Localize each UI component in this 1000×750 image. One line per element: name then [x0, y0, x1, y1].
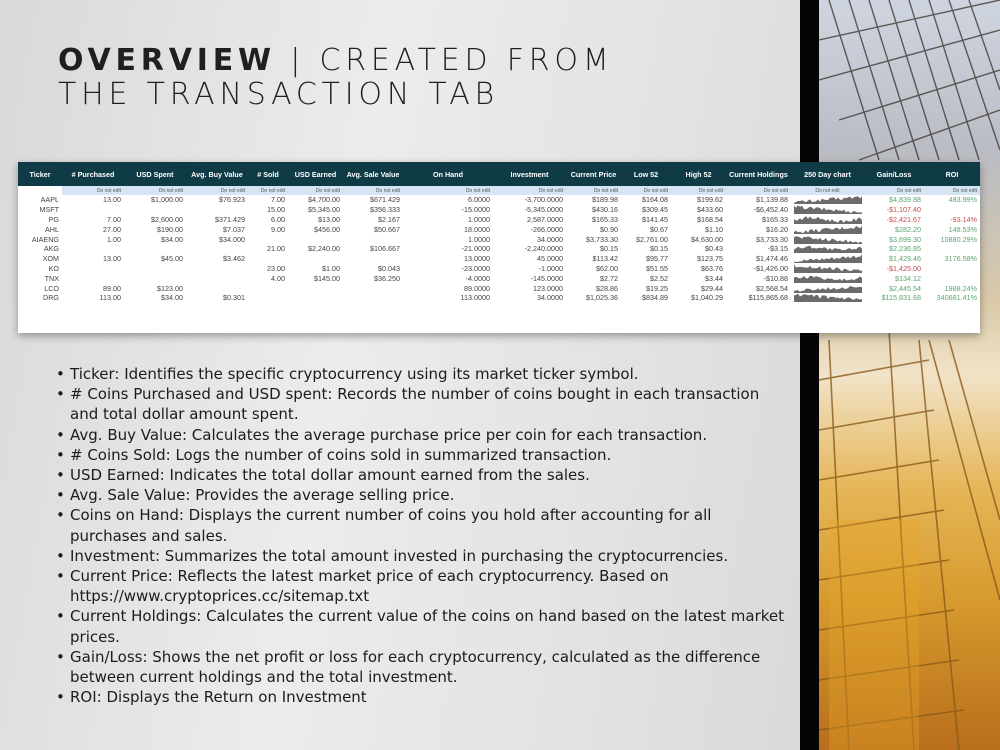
- cell-on-hand[interactable]: 18.0000: [464, 224, 490, 234]
- sparkline-chart-icon: [794, 264, 862, 273]
- cell-current-price[interactable]: $2.72: [600, 273, 618, 283]
- column-header[interactable]: Current Holdings: [726, 162, 791, 186]
- sparkline-cell[interactable]: [791, 273, 864, 283]
- cell-usd-spent[interactable]: $123.00: [157, 283, 183, 293]
- cell-usd-earned[interactable]: [288, 234, 343, 244]
- cell-sold[interactable]: 23.00: [267, 263, 285, 273]
- cell-low52[interactable]: $141.45: [642, 214, 668, 224]
- cell-on-hand[interactable]: -21.0000: [461, 244, 490, 254]
- column-header[interactable]: On Hand: [403, 162, 493, 186]
- photo-border-strip: [800, 0, 819, 750]
- cell-roi[interactable]: 10880.29%: [940, 234, 977, 244]
- sparkline-cell[interactable]: [791, 224, 864, 234]
- header-row: [18, 162, 980, 186]
- description-bullet: • Avg. Buy Value: Calculates the average purchase price per coin for each transaction.: [54, 425, 789, 445]
- cell-usd-earned[interactable]: [288, 283, 343, 293]
- cell-high52[interactable]: $199.62: [697, 195, 723, 205]
- cell-sold[interactable]: 7.00: [271, 195, 285, 205]
- cell-roi[interactable]: 340681.41%: [936, 293, 977, 303]
- do-not-edit-label: Do not edit: [566, 186, 621, 195]
- table-row: [18, 264, 980, 274]
- cell-low52[interactable]: $2,761.00: [636, 234, 668, 244]
- cell-avg-buy[interactable]: $371.429: [215, 214, 245, 224]
- cell-current-price[interactable]: $113.42: [592, 254, 618, 264]
- cell-purchased[interactable]: [62, 264, 124, 274]
- cell-purchased[interactable]: [62, 273, 124, 283]
- description-bullet: • Investment: Summarizes the total amount invested in purchasing the cryptocurrencies.: [54, 546, 789, 566]
- cell-ticker[interactable]: MSFT: [39, 205, 59, 215]
- cell-gain-loss[interactable]: $2,445.54: [889, 283, 921, 293]
- cell-ticker[interactable]: XOM: [42, 254, 59, 264]
- cell-roi[interactable]: 148.53%: [948, 224, 977, 234]
- sparkline-chart-icon: [794, 254, 862, 263]
- cell-ticker[interactable]: AIAENG: [31, 234, 59, 244]
- cell-sold[interactable]: 9.00: [271, 224, 285, 234]
- description-bullet: • Current Holdings: Calculates the current value of the coins on hand based on the latest market prices.: [54, 606, 789, 646]
- cell-usd-earned[interactable]: [288, 293, 343, 303]
- cell-on-hand[interactable]: 13.0000: [464, 254, 490, 264]
- do-not-edit-label: Do not edit: [493, 186, 566, 195]
- cell-roi[interactable]: 1988.24%: [944, 283, 977, 293]
- cell-holdings[interactable]: -$10.88: [763, 273, 788, 283]
- cell-usd-spent[interactable]: $45.00: [161, 254, 183, 264]
- sparkline-chart-icon: [794, 274, 862, 283]
- cell-usd-spent[interactable]: [124, 205, 186, 215]
- cell-roi[interactable]: [924, 244, 980, 254]
- cell-roi[interactable]: -93.14%: [950, 214, 977, 224]
- cell-current-price[interactable]: $3,733.30: [586, 234, 618, 244]
- cell-avg-sale[interactable]: [343, 293, 403, 303]
- sparkline-cell[interactable]: [791, 264, 864, 274]
- cell-avg-buy[interactable]: $76.923: [219, 195, 245, 205]
- cell-low52[interactable]: $2.52: [650, 273, 668, 283]
- cell-roi[interactable]: [924, 273, 980, 283]
- description-bullet: • Gain/Loss: Shows the net profit or loss for each cryptocurrency, calculated as the difference between current holdings and the total investment.: [54, 647, 789, 687]
- cell-gain-loss[interactable]: $4,839.88: [889, 195, 921, 205]
- column-header[interactable]: Avg. Buy Value: [186, 162, 248, 186]
- sparkline-chart-icon: [794, 215, 862, 224]
- do-not-edit-label: Do not edit: [124, 186, 186, 195]
- cell-avg-buy[interactable]: [186, 273, 248, 283]
- overview-spreadsheet: [18, 162, 980, 333]
- cell-investment[interactable]: -3,700.0000: [524, 195, 563, 205]
- cell-usd-spent[interactable]: $1,000.00: [151, 195, 183, 205]
- column-header[interactable]: USD Spent: [124, 162, 186, 186]
- cell-gain-loss[interactable]: $134.12: [895, 273, 921, 283]
- cell-holdings[interactable]: -$1,426.00: [753, 263, 788, 273]
- cell-sold[interactable]: [248, 254, 288, 264]
- cell-investment[interactable]: 34.0000: [537, 234, 563, 244]
- do-not-edit-label: Do not edit: [62, 186, 124, 195]
- cell-purchased[interactable]: 113.00: [99, 293, 121, 303]
- sparkline-chart-icon: [794, 293, 862, 302]
- column-header[interactable]: Avg. Sale Value: [343, 162, 403, 186]
- cell-holdings[interactable]: $1,474.46: [756, 254, 788, 264]
- cell-usd-spent[interactable]: [124, 244, 186, 254]
- do-not-edit-label: Do not edit: [288, 186, 343, 195]
- column-header[interactable]: Ticker: [18, 162, 62, 186]
- sparkline-cell[interactable]: [791, 215, 864, 225]
- cell-sold[interactable]: 6.00: [271, 214, 285, 224]
- cell-avg-buy[interactable]: [186, 264, 248, 274]
- cell-avg-buy[interactable]: [186, 283, 248, 293]
- cell-usd-earned[interactable]: $1.00: [322, 263, 340, 273]
- cell-current-price[interactable]: $189.98: [592, 195, 618, 205]
- cell-on-hand[interactable]: -4.0000: [465, 273, 490, 283]
- cell-purchased[interactable]: 7.00: [107, 214, 121, 224]
- cell-usd-earned[interactable]: $2,240.00: [308, 244, 340, 254]
- cell-high52[interactable]: $3.44: [705, 273, 723, 283]
- cell-sold[interactable]: [248, 283, 288, 293]
- cell-roi[interactable]: [924, 264, 980, 274]
- cell-current-price[interactable]: $165.33: [592, 214, 618, 224]
- description-bullet: • Coins on Hand: Displays the current number of coins you hold after accounting for all purchases and sales.: [54, 505, 789, 545]
- cell-current-price[interactable]: $0.90: [600, 224, 618, 234]
- cell-holdings[interactable]: $2,568.54: [756, 283, 788, 293]
- table-row: [18, 195, 980, 205]
- page-title: [58, 44, 614, 112]
- cell-current-price[interactable]: $0.15: [600, 244, 618, 254]
- cell-on-hand[interactable]: 113.0000: [460, 293, 490, 303]
- blank-cell: [18, 186, 62, 195]
- do-not-edit-label: Do not edit: [248, 186, 288, 195]
- overview-table: [18, 162, 980, 303]
- sparkline-chart-icon: [794, 195, 862, 204]
- cell-avg-sale[interactable]: $671.429: [370, 195, 400, 205]
- cell-avg-sale[interactable]: $106.667: [370, 244, 400, 254]
- sparkline-cell[interactable]: [791, 234, 864, 244]
- cell-avg-buy[interactable]: $7.037: [223, 224, 245, 234]
- do-not-edit-label: Do not edit: [726, 186, 791, 195]
- cell-low52[interactable]: $95.77: [646, 254, 668, 264]
- cell-on-hand[interactable]: 89.0000: [464, 283, 490, 293]
- column-descriptions-list: [54, 364, 789, 707]
- cell-avg-sale[interactable]: [343, 234, 403, 244]
- cell-usd-spent[interactable]: [124, 273, 186, 283]
- cell-gain-loss[interactable]: -$2,421.67: [886, 214, 921, 224]
- building-photo: [800, 0, 1000, 750]
- do-not-edit-label: Do not edit: [924, 186, 980, 195]
- sparkline-cell[interactable]: [791, 283, 864, 293]
- cell-low52[interactable]: $164.08: [642, 195, 668, 205]
- cell-avg-sale[interactable]: $356.333: [370, 205, 400, 215]
- column-header[interactable]: Low 52: [621, 162, 671, 186]
- cell-purchased[interactable]: [62, 244, 124, 254]
- cell-high52[interactable]: $29.44: [701, 283, 723, 293]
- cell-low52[interactable]: $0.67: [650, 224, 668, 234]
- cell-avg-buy[interactable]: $0.301: [223, 293, 245, 303]
- do-not-edit-row: [18, 186, 980, 195]
- cell-usd-earned[interactable]: [288, 254, 343, 264]
- table-row: [18, 293, 980, 303]
- column-header[interactable]: 250 Day chart: [791, 162, 864, 186]
- column-header[interactable]: ROI: [924, 162, 980, 186]
- cell-gain-loss[interactable]: $1,429.46: [889, 254, 921, 264]
- cell-high52[interactable]: $1.10: [705, 224, 723, 234]
- building-glass-facade-graphic: [819, 0, 1000, 750]
- sparkline-cell[interactable]: [791, 205, 864, 215]
- cell-ticker[interactable]: AKG: [43, 244, 59, 254]
- cell-roi[interactable]: 3176.58%: [944, 254, 977, 264]
- cell-usd-spent[interactable]: $34.00: [161, 234, 183, 244]
- cell-ticker[interactable]: LCO: [44, 283, 59, 293]
- cell-avg-sale[interactable]: [343, 283, 403, 293]
- cell-high52[interactable]: $63.76: [701, 263, 723, 273]
- cell-roi[interactable]: 483.99%: [948, 195, 977, 205]
- cell-on-hand[interactable]: 1.0000: [468, 214, 490, 224]
- cell-sold[interactable]: 15.00: [267, 205, 285, 215]
- cell-investment[interactable]: -145.0000: [530, 273, 563, 283]
- cell-avg-sale[interactable]: $2.167: [378, 214, 400, 224]
- cell-gain-loss[interactable]: -$1,107.40: [886, 205, 921, 215]
- cell-avg-buy[interactable]: $3.462: [223, 254, 245, 264]
- cell-current-price[interactable]: $62.00: [596, 263, 618, 273]
- cell-on-hand[interactable]: -15.0000: [461, 205, 490, 215]
- cell-usd-earned[interactable]: $145.00: [314, 273, 340, 283]
- description-bullet: • ROI: Displays the Return on Investment: [54, 687, 789, 707]
- cell-usd-spent[interactable]: [124, 264, 186, 274]
- cell-investment[interactable]: -266.0000: [530, 224, 563, 234]
- cell-roi[interactable]: [924, 205, 980, 215]
- cell-high52[interactable]: $4,630.00: [691, 234, 723, 244]
- cell-holdings[interactable]: -$6,452.40: [753, 205, 788, 215]
- cell-high52[interactable]: $433.60: [697, 205, 723, 215]
- cell-ticker[interactable]: AAPL: [40, 195, 59, 205]
- cell-usd-earned[interactable]: $13.00: [318, 214, 340, 224]
- column-header[interactable]: USD Earned: [288, 162, 343, 186]
- do-not-edit-label: Do not edit: [186, 186, 248, 195]
- do-not-edit-label: Do not edit: [791, 186, 864, 195]
- sparkline-chart-icon: [794, 244, 862, 253]
- column-header[interactable]: # Purchased: [62, 162, 124, 186]
- title-line2: THE TRANSACTION TAB: [58, 77, 499, 112]
- description-bullet: • Current Price: Reflects the latest market price of each cryptocurrency. Based on https://www.cryptoprices.cc/sitemap.txt: [54, 566, 789, 606]
- cell-usd-spent[interactable]: $190.00: [157, 224, 183, 234]
- table-row: [18, 234, 980, 244]
- cell-investment[interactable]: -1.0000: [538, 263, 563, 273]
- cell-usd-spent[interactable]: $34.00: [161, 293, 183, 303]
- cell-avg-sale[interactable]: [343, 254, 403, 264]
- cell-current-price[interactable]: $1,025.36: [586, 293, 618, 303]
- cell-high52[interactable]: $0.43: [705, 244, 723, 254]
- cell-current-price[interactable]: $28.86: [596, 283, 618, 293]
- cell-usd-spent[interactable]: $2,600.00: [151, 214, 183, 224]
- cell-investment[interactable]: -5,345.0000: [524, 205, 563, 215]
- cell-avg-buy[interactable]: [186, 205, 248, 215]
- cell-low52[interactable]: $834.89: [642, 293, 668, 303]
- cell-investment[interactable]: 45.0000: [537, 254, 563, 264]
- description-bullet: • # Coins Sold: Logs the number of coins sold in summarized transaction.: [54, 445, 789, 465]
- cell-purchased[interactable]: 1.00: [107, 234, 121, 244]
- cell-avg-buy[interactable]: [186, 244, 248, 254]
- do-not-edit-label: Do not edit: [671, 186, 726, 195]
- cell-holdings[interactable]: $115,865.68: [748, 293, 788, 303]
- cell-usd-earned[interactable]: $4,700.00: [308, 195, 340, 205]
- title-line1-rest: | CREATED FROM: [275, 43, 614, 78]
- cell-sold[interactable]: [248, 234, 288, 244]
- cell-purchased[interactable]: 89.00: [103, 283, 121, 293]
- cell-usd-earned[interactable]: $5,345.00: [308, 205, 340, 215]
- sparkline-cell[interactable]: [791, 293, 864, 303]
- table-row: [18, 244, 980, 254]
- cell-ticker[interactable]: KO: [48, 263, 59, 273]
- cell-purchased[interactable]: 27.00: [103, 224, 121, 234]
- description-bullet: • Ticker: Identifies the specific cryptocurrency using its market ticker symbol.: [54, 364, 789, 384]
- description-bullet: • USD Earned: Indicates the total dollar amount earned from the sales.: [54, 465, 789, 485]
- cell-on-hand[interactable]: -23.0000: [461, 263, 490, 273]
- cell-on-hand[interactable]: 1.0000: [468, 234, 490, 244]
- cell-ticker[interactable]: TNX: [44, 273, 59, 283]
- description-bullet: • Avg. Sale Value: Provides the average selling price.: [54, 485, 789, 505]
- cell-high52[interactable]: $1,040.29: [691, 293, 723, 303]
- cell-holdings[interactable]: $1,139.88: [756, 195, 788, 205]
- cell-holdings[interactable]: -$3.15: [767, 244, 788, 254]
- sparkline-cell[interactable]: [791, 195, 864, 205]
- title-bold: OVERVIEW: [58, 43, 276, 78]
- column-header[interactable]: High 52: [671, 162, 726, 186]
- table-row: [18, 224, 980, 234]
- column-header[interactable]: Gain/Loss: [864, 162, 924, 186]
- cell-investment[interactable]: 123.0000: [533, 283, 563, 293]
- cell-ticker[interactable]: AHL: [45, 224, 59, 234]
- cell-low52[interactable]: $19.25: [646, 283, 668, 293]
- cell-purchased[interactable]: 13.00: [103, 195, 121, 205]
- cell-high52[interactable]: $168.54: [697, 214, 723, 224]
- do-not-edit-label: Do not edit: [864, 186, 924, 195]
- cell-avg-sale[interactable]: $50.667: [374, 224, 400, 234]
- sparkline-chart-icon: [794, 225, 862, 234]
- cell-gain-loss[interactable]: $282.20: [895, 224, 921, 234]
- cell-on-hand[interactable]: 6.0000: [468, 195, 490, 205]
- cell-investment[interactable]: 34.0000: [537, 293, 563, 303]
- cell-ticker[interactable]: DRG: [43, 293, 59, 303]
- sparkline-chart-icon: [794, 235, 862, 244]
- do-not-edit-label: Do not edit: [343, 186, 403, 195]
- do-not-edit-label: Do not edit: [621, 186, 671, 195]
- sparkline-chart-icon: [794, 284, 862, 293]
- cell-gain-loss[interactable]: -$1,425.00: [886, 263, 921, 273]
- cell-purchased[interactable]: 13.00: [103, 254, 121, 264]
- cell-purchased[interactable]: [62, 205, 124, 215]
- cell-ticker[interactable]: PG: [48, 214, 59, 224]
- column-header[interactable]: Investment: [493, 162, 566, 186]
- table-row: [18, 273, 980, 283]
- cell-low52[interactable]: $51.55: [646, 263, 668, 273]
- cell-sold[interactable]: [248, 293, 288, 303]
- sparkline-chart-icon: [794, 205, 862, 214]
- cell-high52[interactable]: $123.75: [697, 254, 723, 264]
- do-not-edit-label: Do not edit: [403, 186, 493, 195]
- cell-current-price[interactable]: $430.16: [592, 205, 618, 215]
- column-header[interactable]: Current Price: [566, 162, 621, 186]
- table-row: [18, 205, 980, 215]
- cell-gain-loss[interactable]: $115,831.68: [881, 293, 921, 303]
- sparkline-cell[interactable]: [791, 254, 864, 264]
- cell-low52[interactable]: $0.15: [650, 244, 668, 254]
- cell-sold[interactable]: 21.00: [267, 244, 285, 254]
- cell-holdings[interactable]: $3,733.30: [756, 234, 788, 244]
- cell-gain-loss[interactable]: $2,236.85: [889, 244, 921, 254]
- cell-avg-buy[interactable]: $34.000: [219, 234, 245, 244]
- cell-holdings[interactable]: $16.20: [766, 224, 788, 234]
- cell-avg-sale[interactable]: $36.250: [374, 273, 400, 283]
- cell-holdings[interactable]: $165.33: [762, 214, 788, 224]
- table-row: [18, 215, 980, 225]
- cell-investment[interactable]: 2,587.0000: [527, 214, 563, 224]
- cell-sold[interactable]: 4.00: [271, 273, 285, 283]
- cell-avg-sale[interactable]: $0.043: [378, 263, 400, 273]
- description-bullet: • # Coins Purchased and USD spent: Records the number of coins bought in each transaction and total dollar amount spent.: [54, 384, 789, 424]
- table-row: [18, 283, 980, 293]
- table-row: [18, 254, 980, 264]
- sparkline-cell[interactable]: [791, 244, 864, 254]
- column-header[interactable]: # Sold: [248, 162, 288, 186]
- cell-investment[interactable]: -2,240.0000: [524, 244, 563, 254]
- cell-gain-loss[interactable]: $3,699.30: [889, 234, 921, 244]
- cell-low52[interactable]: $309.45: [642, 205, 668, 215]
- cell-usd-earned[interactable]: $456.00: [314, 224, 340, 234]
